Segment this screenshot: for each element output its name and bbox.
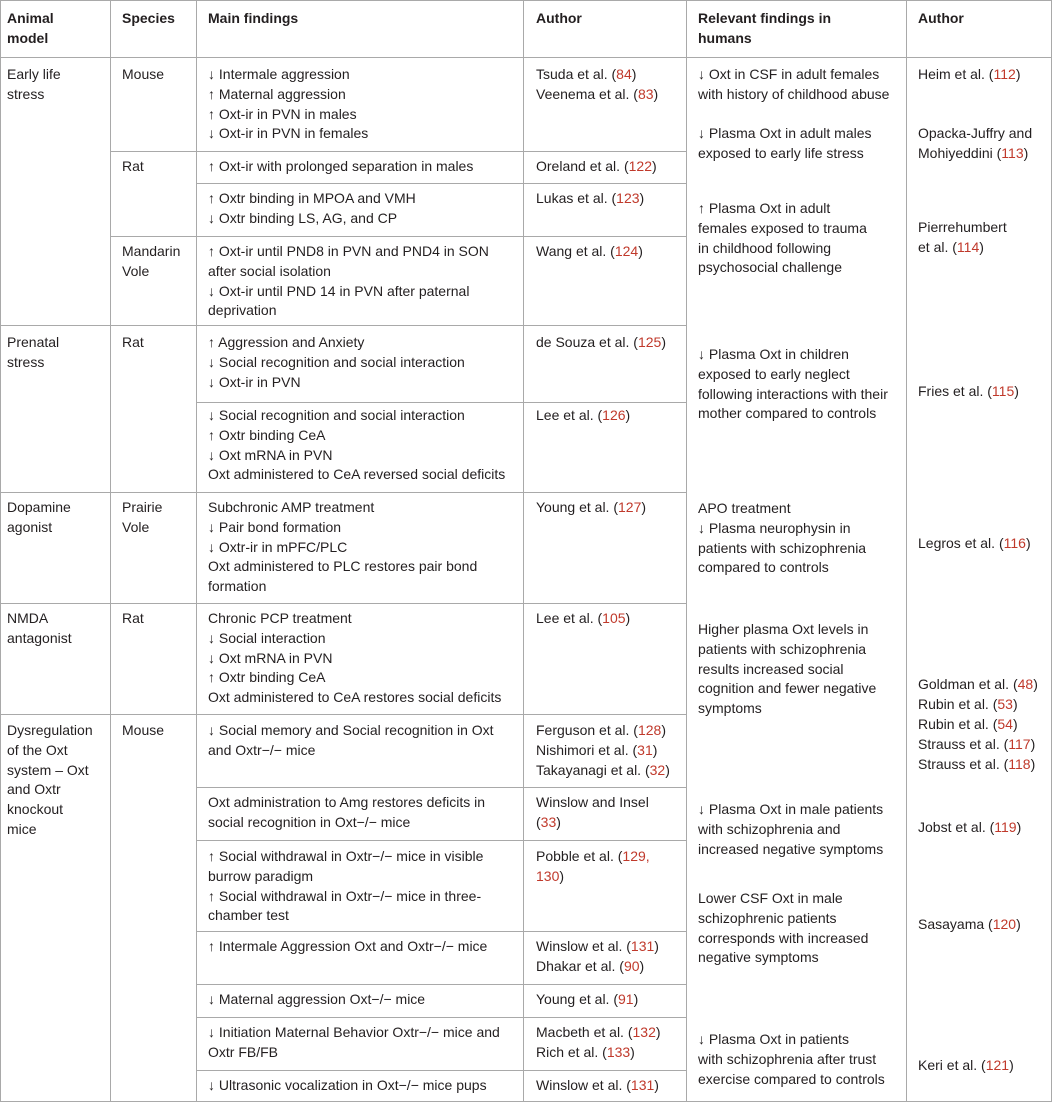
- author-ref: Winslow et al. (131): [536, 1077, 659, 1093]
- author-ref: Lee et al. (126): [536, 407, 631, 423]
- finding-cell: ↓ Intermale aggression ↑ Maternal aggression ↑ Oxt-ir in PVN in males ↓ Oxt-ir in PVN in females: [208, 66, 369, 142]
- human-finding: ↓ Plasma Oxt in patients with schizophrenia after trust exercise compared to controls: [698, 1031, 885, 1087]
- header-author-human: Author: [918, 10, 964, 26]
- model-dopamine-agonist: Dopamine agonist: [7, 499, 71, 535]
- human-finding: ↓ Plasma Oxt in male patients with schizophrenia and increased negative symptoms: [698, 801, 884, 857]
- author-ref: Winslow and Insel (33): [536, 794, 649, 830]
- header-species: Species: [122, 10, 175, 26]
- author-ref: Nishimori et al. (31): [536, 742, 658, 758]
- human-author-ref: Sasayama (120): [918, 916, 1021, 932]
- header-author: Author: [536, 10, 582, 26]
- species-rat: Rat: [122, 334, 144, 350]
- finding-cell: ↓ Maternal aggression Oxt−/− mice: [208, 991, 426, 1007]
- human-author-ref: Fries et al. (115): [918, 383, 1019, 399]
- finding-cell: Subchronic AMP treatment ↓ Pair bond formation ↓ Oxtr-ir in mPFC/PLC Oxt administered to PLC restores pair bond formation: [208, 499, 478, 595]
- model-early-life-stress: Early life stress: [7, 66, 61, 102]
- species-mouse: Mouse: [122, 66, 165, 82]
- species-rat: Rat: [122, 610, 144, 626]
- species-prairie-vole: Prairie Vole: [122, 499, 163, 535]
- author-ref: Lukas et al. (123): [536, 190, 645, 206]
- human-author-ref: Jobst et al. (119): [918, 819, 1022, 835]
- finding-cell: Oxt administration to Amg restores deficits in social recognition in Oxt−/− mice: [208, 794, 485, 830]
- human-finding: ↓ Plasma Oxt in children exposed to early neglect following interactions with their mother compared to controls: [698, 346, 888, 422]
- human-author-ref: Strauss et al. (118): [918, 756, 1036, 772]
- author-ref: Macbeth et al. (132): [536, 1024, 661, 1040]
- human-author-ref: Opacka-Juffry and Mohiyeddini (113): [918, 125, 1033, 161]
- finding-cell: ↑ Social withdrawal in Oxtr−/− mice in visible burrow paradigm ↑ Social withdrawal in Oxtr−/− mice in three- chamber test: [208, 848, 484, 924]
- finding-cell: ↑ Oxt-ir with prolonged separation in males: [208, 158, 474, 174]
- model-dysregulation: Dysregulation of the Oxt system – Oxt and Oxtr knockout mice: [7, 722, 93, 837]
- finding-cell: ↑ Oxtr binding in MPOA and VMH ↓ Oxtr binding LS, AG, and CP: [208, 190, 416, 226]
- author-ref: Young et al. (91): [536, 991, 639, 1007]
- author-ref: Lee et al. (105): [536, 610, 631, 626]
- author-ref: Oreland et al. (122): [536, 158, 657, 174]
- author-ref: Dhakar et al. (90): [536, 958, 645, 974]
- author-ref: Young et al. (127): [536, 499, 647, 515]
- author-ref: Ferguson et al. (128): [536, 722, 666, 738]
- human-finding: Lower CSF Oxt in male schizophrenic patients corresponds with increased negative symptoms: [698, 890, 869, 966]
- author-ref: Wang et al. (124): [536, 243, 643, 259]
- model-nmda-antagonist: NMDA antagonist: [7, 610, 72, 646]
- human-finding: ↑ Plasma Oxt in adult females exposed to trauma in childhood following psychosocial challenge: [698, 200, 867, 276]
- author-ref: Veenema et al. (83): [536, 86, 659, 102]
- human-author-ref: Heim et al. (112): [918, 66, 1021, 82]
- author-ref: Tsuda et al. (84): [536, 66, 637, 82]
- author-ref: Takayanagi et al. (32): [536, 762, 670, 778]
- finding-cell: ↓ Social memory and Social recognition in Oxt and Oxtr−/− mice: [208, 722, 494, 758]
- model-prenatal-stress: Prenatal stress: [7, 334, 60, 370]
- header-animal-model: Animal model: [7, 10, 54, 46]
- author-ref: Pobble et al. (129, 130): [536, 848, 650, 884]
- human-author-ref: Rubin et al. (53): [918, 696, 1018, 712]
- human-finding: ↓ Oxt in CSF in adult females with history of childhood abuse: [698, 66, 890, 102]
- finding-cell: Chronic PCP treatment ↓ Social interaction ↓ Oxt mRNA in PVN ↑ Oxtr binding CeA Oxt administered to CeA restores social deficits: [208, 610, 502, 706]
- human-author-ref: Rubin et al. (54): [918, 716, 1018, 732]
- author-ref: Winslow et al. (131): [536, 938, 659, 954]
- species-mouse: Mouse: [122, 722, 165, 738]
- human-author-ref: Strauss et al. (117): [918, 736, 1036, 752]
- header-relevant-findings: Relevant findings in humans: [698, 10, 832, 46]
- human-author-ref: Legros et al. (116): [918, 535, 1031, 551]
- human-author-ref: Keri et al. (121): [918, 1057, 1014, 1073]
- finding-cell: ↑ Intermale Aggression Oxt and Oxtr−/− mice: [208, 938, 488, 954]
- human-finding: APO treatment ↓ Plasma neurophysin in patients with schizophrenia compared to controls: [698, 500, 867, 576]
- finding-cell: ↑ Oxt-ir until PND8 in PVN and PND4 in SON after social isolation ↓ Oxt-ir until PND 14 in PVN after paternal deprivation: [208, 243, 489, 319]
- species-mandarin-vole: Mandarin Vole: [122, 243, 181, 279]
- finding-cell: ↓ Initiation Maternal Behavior Oxtr−/− mice and Oxtr FB/FB: [208, 1024, 500, 1060]
- author-ref: de Souza et al. (125): [536, 334, 666, 350]
- human-author-ref: Goldman et al. (48): [918, 676, 1038, 692]
- finding-cell: ↑ Aggression and Anxiety ↓ Social recognition and social interaction ↓ Oxt-ir in PVN: [208, 334, 465, 390]
- human-finding: ↓ Plasma Oxt in adult males exposed to early life stress: [698, 125, 872, 161]
- human-finding: Higher plasma Oxt levels in patients with schizophrenia results increased social cognition and fewer negative symptoms: [698, 621, 877, 717]
- human-author-ref: Pierrehumbert et al. (114): [918, 219, 1007, 255]
- author-ref: Rich et al. (133): [536, 1044, 635, 1060]
- finding-cell: ↓ Social recognition and social interaction ↑ Oxtr binding CeA ↓ Oxt mRNA in PVN Oxt administered to CeA reversed social deficits: [208, 407, 506, 483]
- species-rat: Rat: [122, 158, 144, 174]
- header-main-findings: Main findings: [208, 10, 299, 26]
- finding-cell: ↓ Ultrasonic vocalization in Oxt−/− mice pups: [208, 1077, 487, 1093]
